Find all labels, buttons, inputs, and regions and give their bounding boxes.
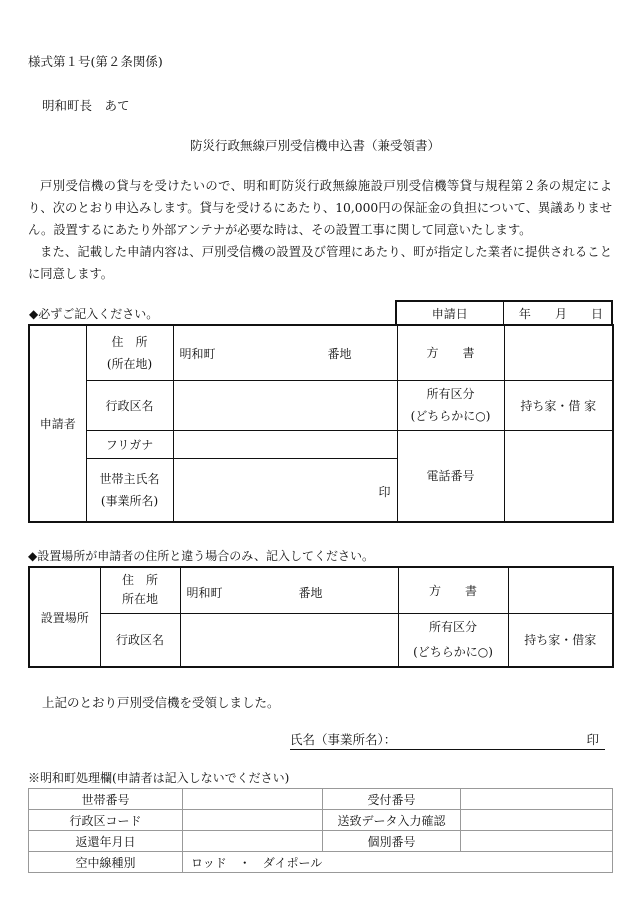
install-kata-label: 方 書 — [398, 567, 508, 613]
install-address-label-sub: 所在地 — [121, 592, 158, 607]
application-date-field[interactable] — [503, 301, 612, 325]
install-kata-field[interactable] — [508, 567, 613, 613]
antenna-type-options[interactable]: ロッド ・ ダイポール — [183, 852, 613, 873]
addressee: 明和町長 あて — [42, 98, 130, 113]
kata-label: 方 書 — [397, 325, 504, 380]
phone-label: 電話番号 — [397, 430, 504, 522]
address-label — [86, 325, 173, 380]
install-address-banchi: 番地 — [298, 586, 323, 600]
form-number: 様式第１号(第２条関係) — [28, 54, 163, 69]
date-day-label: 日 — [590, 307, 603, 321]
receipt-seal: 印 — [586, 732, 599, 747]
date-month-label: 月 — [554, 307, 567, 321]
install-district-label: 行政区名 — [100, 613, 180, 667]
furigana-label: フリガナ — [86, 430, 173, 458]
antenna-type-label: 空中線種別 — [29, 852, 183, 873]
householder-field[interactable] — [173, 458, 397, 522]
section1-header — [28, 300, 613, 325]
return-date-field[interactable] — [183, 831, 323, 852]
address-field[interactable] — [173, 325, 397, 380]
document-title: 防災行政無線戸別受信機申込書（兼受領書） — [189, 138, 440, 153]
ownership-label — [397, 380, 504, 430]
address-town: 明和町 — [179, 347, 216, 361]
return-date-label: 返還年月日 — [29, 831, 183, 852]
district-code-label: 行政区コード — [29, 810, 183, 831]
district-label: 行政区名 — [86, 380, 173, 430]
body-paragraph-2: また、記載した申請内容は、戸別受信機の設置及び管理にあたり、町が指定した業者に提供されることに同意します。 — [28, 245, 612, 281]
district-code-field[interactable] — [183, 810, 323, 831]
district-field[interactable] — [173, 380, 397, 430]
install-address-label-main: 住 所 — [121, 573, 158, 588]
install-ownership-label — [398, 613, 508, 667]
install-ownership-label-main: 所有区分 — [428, 619, 477, 634]
install-address-field[interactable] — [180, 567, 398, 613]
installation-table — [28, 566, 614, 668]
household-no-field[interactable] — [183, 789, 323, 810]
application-date-label: 申請日 — [396, 301, 503, 325]
section1-note: ◆必ずご記入ください。 — [29, 307, 159, 321]
furigana-field[interactable] — [173, 430, 397, 458]
body-text — [28, 175, 612, 285]
household-no-label: 世帯番号 — [29, 789, 183, 810]
individual-no-label: 個別番号 — [323, 831, 461, 852]
address-banchi: 番地 — [327, 347, 352, 361]
householder-seal: 印 — [378, 484, 391, 499]
householder-label — [86, 458, 173, 522]
date-year-label: 年 — [518, 307, 531, 321]
phone-field[interactable] — [504, 430, 613, 522]
kata-field[interactable] — [504, 325, 613, 380]
householder-label-main: 世帯主氏名 — [99, 471, 160, 486]
body-paragraph-1: 戸別受信機の貸与を受けたいので、明和町防災行政無線施設戸別受信機等貸与規程第２条の規定により、次のとおり申込みします。貸与を受けるにあたり、10,000円の保証金の負担について、異議ありません。設置するにあたり外部アンテナが必要な時は、その設置工事に関して同意いたします。 — [28, 179, 612, 237]
office-use-table — [28, 788, 613, 873]
reception-no-label: 受付番号 — [323, 789, 461, 810]
ownership-label-sub: (どちらかに○) — [410, 409, 491, 423]
data-entry-label: 送致データ入力確認 — [323, 810, 461, 831]
individual-no-field[interactable] — [461, 831, 613, 852]
ownership-options[interactable]: 持ち家・借 家 — [504, 380, 613, 430]
data-entry-field[interactable] — [461, 810, 613, 831]
install-district-field[interactable] — [180, 613, 398, 667]
installation-place-label: 設置場所 — [29, 567, 100, 667]
ownership-label-main: 所有区分 — [426, 387, 475, 401]
section2-note: ◆設置場所が申請者の住所と違う場合のみ、記入してください。 — [28, 549, 374, 563]
receipt-statement: 上記のとおり戸別受信機を受領しました。 — [42, 695, 280, 710]
address-label-main: 住 所 — [111, 334, 148, 349]
install-ownership-options[interactable]: 持ち家・借家 — [508, 613, 613, 667]
reception-no-field[interactable] — [461, 789, 613, 810]
install-address-town: 明和町 — [186, 586, 223, 600]
receipt-name-line[interactable] — [290, 730, 605, 750]
office-use-note: ※明和町処理欄(申請者は記入しないでください) — [28, 771, 290, 785]
receipt-name-label: 氏名（事業所名）： — [290, 732, 397, 747]
address-label-sub: (所在地) — [106, 356, 153, 371]
applicant-label: 申請者 — [29, 325, 86, 522]
install-address-label — [100, 567, 180, 613]
install-ownership-label-sub: (どちらかに○) — [413, 644, 493, 659]
householder-label-sub: (事業所名) — [100, 493, 159, 508]
applicant-table — [28, 324, 614, 523]
